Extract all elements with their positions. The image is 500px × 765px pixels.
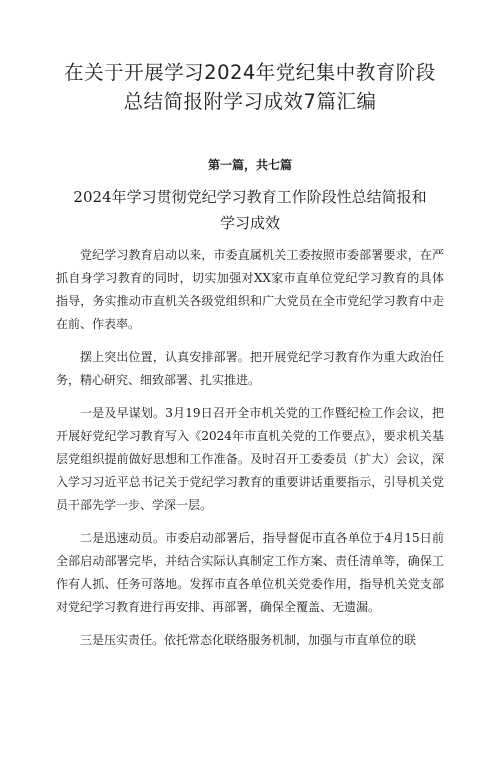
- article-title: [56, 184, 444, 236]
- paragraph: 三是压实责任。依托常态化联络服务机制，加强与市直单位的联: [80, 633, 417, 647]
- paragraph: 摆上突出位置，认真安排部署。把开展党纪学习教育作为重大政治任务，精心研究、细致部署、扎实推进。: [56, 350, 444, 387]
- part-label: 第一篇，共七篇: [207, 158, 292, 172]
- document-title-line: 在关于开展学习2024年党纪集中教育阶段: [64, 61, 436, 84]
- paragraph: 党纪学习教育启动以来，市委直属机关工委按照市委部署要求，在严抓自身学习教育的同时，切实加强对XX家市直单位党纪学习教育的具体指导，务实推动市直机关各级党组织和广大党员在全市党纪学习教育中走在前、作表率。: [56, 248, 444, 331]
- paragraph: 一是及早谋划。3月19日召开全市机关党的工作暨纪检工作会议，把开展好党纪学习教育写入《2024年市直机关党的工作要点》，要求机关基层党组织提前做好思想和工作准备。及时召开工委委员（扩大）会议，深入学习习近平总书记关于党纪学习教育的重要讲话重要指示，引导机关党员干部先学一步、学深一层。: [56, 406, 444, 512]
- article-body: [56, 244, 444, 652]
- paragraph: 二是迅速动员。市委启动部署后，指导督促市直各单位于4月15日前全部启动部署完毕，并结合实际认真制定工作方案、责任清单等，确保工作有人抓、任务可落地。发挥市直各单位机关党委作用，指导机关党支部对党纪学习教育进行再安排、再部署，确保全覆盖、无遗漏。: [56, 531, 444, 614]
- article-title-line: 2024年学习贯彻党纪学习教育工作阶段性总结简报和: [73, 188, 427, 206]
- document-title-line: 总结简报附学习成效7篇汇编: [123, 90, 377, 113]
- document-page: [0, 58, 500, 765]
- document-title: [56, 58, 444, 116]
- article-title-line: 学习成效: [219, 214, 280, 232]
